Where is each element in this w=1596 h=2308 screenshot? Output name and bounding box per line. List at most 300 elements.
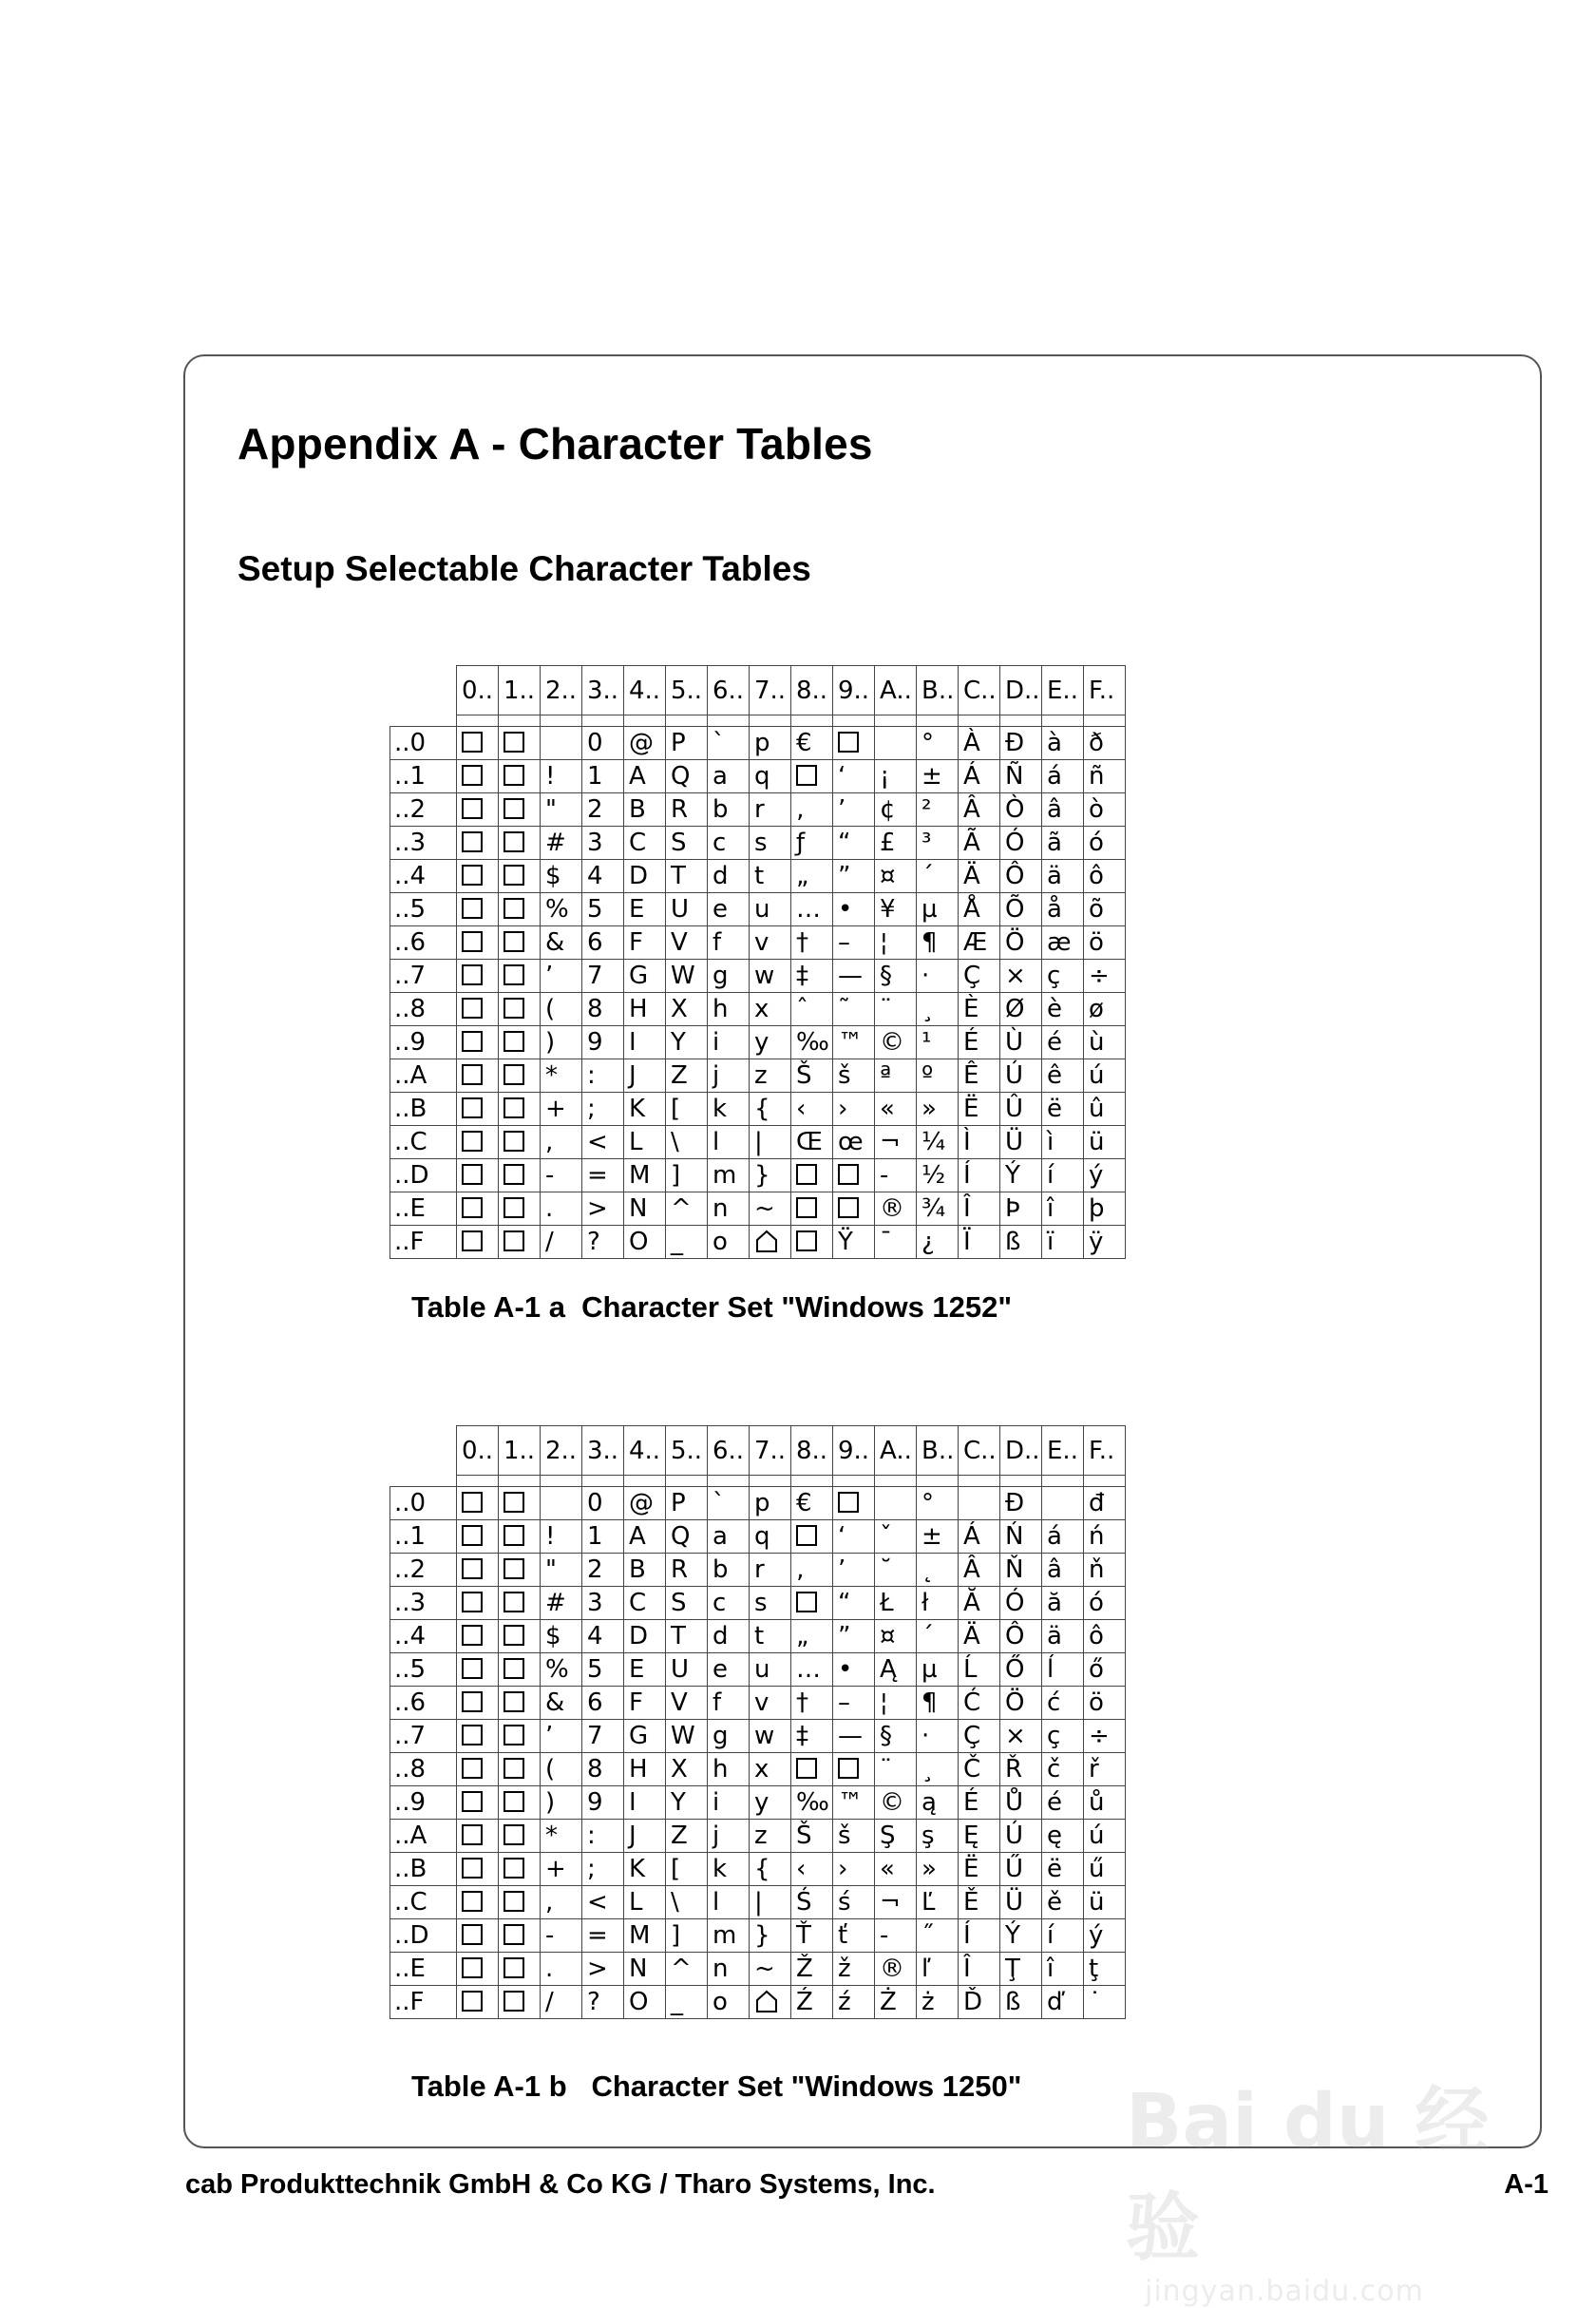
row-header: ..8	[390, 1753, 457, 1786]
char-cell: è	[1042, 993, 1084, 1026]
gap-cell	[875, 715, 917, 727]
gap-cell	[541, 715, 582, 727]
char-cell: B	[624, 793, 666, 827]
column-header: A..	[875, 1426, 917, 1476]
char-cell: Ã	[959, 827, 1000, 860]
empty-box-icon	[462, 964, 483, 985]
char-cell: ˆ	[791, 993, 833, 1026]
char-cell: M	[624, 1919, 666, 1953]
char-cell: ¦	[875, 926, 917, 960]
char-cell: Â	[959, 1554, 1000, 1587]
column-header: B..	[917, 1426, 959, 1476]
char-cell: H	[624, 993, 666, 1026]
char-cell: c	[708, 827, 750, 860]
char-cell: H	[624, 1753, 666, 1786]
char-cell: æ	[1042, 926, 1084, 960]
char-cell: Đ	[1000, 1487, 1042, 1520]
char-cell: Ĺ	[959, 1653, 1000, 1687]
column-header: 6..	[708, 666, 750, 715]
row-header: ..C	[390, 1126, 457, 1159]
undefined-glyph-box	[457, 827, 499, 860]
char-cell: v	[750, 926, 791, 960]
char-cell: °	[917, 727, 959, 760]
watermark-logo: Bai du 经验	[1126, 2079, 1490, 2271]
undefined-glyph-box	[457, 993, 499, 1026]
empty-box-icon	[504, 1164, 524, 1185]
char-cell: O	[624, 1226, 666, 1259]
row-header: ..1	[390, 760, 457, 793]
undefined-glyph-box	[499, 1986, 541, 2019]
gap-cell	[1000, 1476, 1042, 1487]
table-row	[390, 1820, 1126, 1853]
empty-box-icon	[504, 1131, 524, 1152]
gap-cell	[1084, 715, 1126, 727]
gap-cell	[582, 715, 624, 727]
char-cell: §	[875, 960, 917, 993]
gap-cell	[791, 715, 833, 727]
char-cell: |	[750, 1126, 791, 1159]
gap-cell	[917, 1476, 959, 1487]
header-row	[390, 666, 1126, 715]
char-cell: Q	[666, 1520, 708, 1554]
row-header: ..D	[390, 1919, 457, 1953]
char-cell: Ř	[1000, 1753, 1042, 1786]
char-cell: Ž	[791, 1953, 833, 1986]
empty-box-icon	[462, 732, 483, 753]
undefined-glyph-box	[457, 1886, 499, 1919]
char-cell: ß	[1000, 1226, 1042, 1259]
char-cell: Ű	[1000, 1853, 1042, 1886]
undefined-glyph-box	[457, 1554, 499, 1587]
char-cell: ż	[917, 1986, 959, 2019]
char-cell: 3	[582, 1587, 624, 1620]
char-cell: D	[624, 1620, 666, 1653]
char-cell: ¥	[875, 893, 917, 926]
undefined-glyph-box	[457, 1953, 499, 1986]
char-cell: Y	[666, 1786, 708, 1820]
row-header: ..2	[390, 1554, 457, 1587]
char-cell	[541, 727, 582, 760]
house-icon	[754, 1989, 779, 2013]
gap-cell	[959, 1476, 1000, 1487]
empty-box-icon	[462, 1592, 483, 1612]
empty-box-icon	[462, 1758, 483, 1779]
char-cell: “	[833, 1587, 875, 1620]
char-cell: 3	[582, 827, 624, 860]
char-cell: *	[541, 1820, 582, 1853]
undefined-glyph-box	[499, 1587, 541, 1620]
char-cell: ]	[666, 1919, 708, 1953]
char-cell: ‰	[791, 1026, 833, 1059]
footer-page-number: A-1	[1504, 2169, 1548, 2200]
char-cell: [	[666, 1853, 708, 1886]
char-cell: ð	[1084, 727, 1126, 760]
char-cell: u	[750, 1653, 791, 1687]
char-cell: Ì	[959, 1126, 1000, 1159]
char-cell: €	[791, 1487, 833, 1520]
char-cell: Å	[959, 893, 1000, 926]
undefined-glyph-box	[457, 960, 499, 993]
undefined-glyph-box	[457, 1986, 499, 2019]
empty-box-icon	[504, 1824, 524, 1845]
character-grid	[390, 1425, 1126, 2019]
char-cell: V	[666, 926, 708, 960]
char-cell: S	[666, 1587, 708, 1620]
char-cell: ô	[1084, 1620, 1126, 1653]
char-cell: ÿ	[1084, 1226, 1126, 1259]
undefined-glyph-box	[499, 993, 541, 1026]
row-header: ..B	[390, 1853, 457, 1886]
char-cell: ©	[875, 1026, 917, 1059]
char-cell: Ă	[959, 1587, 1000, 1620]
char-cell: F	[624, 926, 666, 960]
char-cell: ¿	[917, 1226, 959, 1259]
char-cell: ě	[1042, 1886, 1084, 1919]
char-cell: g	[708, 1720, 750, 1753]
char-cell: ¦	[875, 1687, 917, 1720]
column-header: C..	[959, 1426, 1000, 1476]
undefined-glyph-box	[457, 1820, 499, 1853]
house-glyph	[750, 1226, 791, 1259]
char-cell: N	[624, 1953, 666, 1986]
empty-box-icon	[462, 1625, 483, 1646]
gap-cell	[457, 715, 499, 727]
empty-box-icon	[462, 1131, 483, 1152]
char-cell: 6	[582, 926, 624, 960]
char-cell: {	[750, 1853, 791, 1886]
empty-box-icon	[462, 1658, 483, 1679]
char-cell: Ď	[959, 1986, 1000, 2019]
undefined-glyph-box	[791, 1753, 833, 1786]
table-row	[390, 1986, 1126, 2019]
char-cell: Þ	[1000, 1192, 1042, 1226]
char-cell: _	[666, 1226, 708, 1259]
column-header: 0..	[457, 1426, 499, 1476]
char-cell: €	[791, 727, 833, 760]
char-cell: %	[541, 893, 582, 926]
gap-cell	[875, 1476, 917, 1487]
char-cell: ±	[917, 760, 959, 793]
char-cell: g	[708, 960, 750, 993]
char-cell: Ä	[959, 1620, 1000, 1653]
column-header: E..	[1042, 666, 1084, 715]
empty-box-icon	[504, 1558, 524, 1579]
char-cell: «	[875, 1853, 917, 1886]
char-cell: •	[833, 1653, 875, 1687]
char-cell: W	[666, 1720, 708, 1753]
char-cell: á	[1042, 760, 1084, 793]
char-cell: )	[541, 1026, 582, 1059]
char-cell: Ę	[959, 1820, 1000, 1853]
empty-box-icon	[504, 1725, 524, 1745]
table-row	[390, 1886, 1126, 1919]
row-header: ..9	[390, 1786, 457, 1820]
char-cell: Ş	[875, 1820, 917, 1853]
char-cell: ^	[666, 1192, 708, 1226]
gap-cell	[833, 715, 875, 727]
char-cell: õ	[1084, 893, 1126, 926]
gap-cell	[708, 1476, 750, 1487]
char-cell: ¹	[917, 1026, 959, 1059]
gap-cell	[1000, 715, 1042, 727]
char-cell: ň	[1084, 1554, 1126, 1587]
char-cell: f	[708, 1687, 750, 1720]
char-cell: Â	[959, 793, 1000, 827]
char-cell: í	[1042, 1159, 1084, 1192]
char-cell: "	[541, 793, 582, 827]
char-cell: ò	[1084, 793, 1126, 827]
char-cell: Č	[959, 1753, 1000, 1786]
column-header: 1..	[499, 1426, 541, 1476]
char-cell: ã	[1042, 827, 1084, 860]
char-cell: C	[624, 1587, 666, 1620]
undefined-glyph-box	[499, 1520, 541, 1554]
empty-box-icon	[462, 1891, 483, 1912]
undefined-glyph-box	[457, 1919, 499, 1953]
char-cell: ‡	[791, 960, 833, 993]
char-cell: ?	[582, 1226, 624, 1259]
empty-box-icon	[504, 931, 524, 952]
char-cell: M	[624, 1159, 666, 1192]
char-cell: O	[624, 1986, 666, 2019]
column-header: 9..	[833, 666, 875, 715]
char-cell: Ľ	[917, 1886, 959, 1919]
char-cell: Ů	[1000, 1786, 1042, 1820]
charset-table-windows-1250	[390, 1425, 1126, 2019]
column-header: 2..	[541, 666, 582, 715]
char-cell: ü	[1084, 1126, 1126, 1159]
char-cell: ‡	[791, 1720, 833, 1753]
char-cell: Ż	[875, 1986, 917, 2019]
char-cell: !	[541, 1520, 582, 1554]
column-header: 3..	[582, 666, 624, 715]
char-cell: G	[624, 960, 666, 993]
char-cell: f	[708, 926, 750, 960]
char-cell: Æ	[959, 926, 1000, 960]
char-cell: †	[791, 926, 833, 960]
char-cell: X	[666, 993, 708, 1026]
column-header: 0..	[457, 666, 499, 715]
char-cell: T	[666, 860, 708, 893]
row-header: ..8	[390, 993, 457, 1026]
char-cell: Ą	[875, 1653, 917, 1687]
char-cell: A	[624, 1520, 666, 1554]
empty-box-icon	[796, 1164, 817, 1185]
watermark-url: jingyan.baidu.com	[1145, 2275, 1424, 2308]
empty-box-icon	[504, 898, 524, 919]
char-cell: y	[750, 1026, 791, 1059]
char-cell: 8	[582, 993, 624, 1026]
char-cell: ˙	[1084, 1986, 1126, 2019]
empty-box-icon	[838, 1758, 859, 1779]
undefined-glyph-box	[833, 1487, 875, 1520]
char-cell: ½	[917, 1159, 959, 1192]
empty-box-icon	[504, 1031, 524, 1052]
char-cell: Ń	[1000, 1520, 1042, 1554]
char-cell: J	[624, 1820, 666, 1853]
char-cell: ,	[541, 1126, 582, 1159]
char-cell: ^	[666, 1953, 708, 1986]
table-row	[390, 1126, 1126, 1159]
char-cell: ñ	[1084, 760, 1126, 793]
column-header: 1..	[499, 666, 541, 715]
char-cell: ¬	[875, 1886, 917, 1919]
empty-box-icon	[462, 1791, 483, 1812]
char-cell: )	[541, 1786, 582, 1820]
char-cell: =	[582, 1919, 624, 1953]
char-cell: ™	[833, 1026, 875, 1059]
table-row	[390, 860, 1126, 893]
undefined-glyph-box	[457, 1720, 499, 1753]
char-cell: /	[541, 1226, 582, 1259]
char-cell: ê	[1042, 1059, 1084, 1093]
char-cell: µ	[917, 893, 959, 926]
undefined-glyph-box	[499, 1026, 541, 1059]
char-cell: -	[875, 1159, 917, 1192]
table-row	[390, 1653, 1126, 1687]
empty-box-icon	[462, 1525, 483, 1546]
char-cell: â	[1042, 793, 1084, 827]
char-cell: :	[582, 1059, 624, 1093]
char-cell: ß	[1000, 1986, 1042, 2019]
undefined-glyph-box	[457, 1093, 499, 1126]
undefined-glyph-box	[457, 1226, 499, 1259]
gap-cell	[666, 1476, 708, 1487]
char-cell: Ñ	[1000, 760, 1042, 793]
char-cell: ª	[875, 1059, 917, 1093]
char-cell: q	[750, 1520, 791, 1554]
char-cell: V	[666, 1687, 708, 1720]
char-cell: Ë	[959, 1853, 1000, 1886]
undefined-glyph-box	[499, 1786, 541, 1820]
char-cell: Ś	[791, 1886, 833, 1919]
char-cell: Ó	[1000, 1587, 1042, 1620]
char-cell: Ç	[959, 960, 1000, 993]
char-cell: ú	[1084, 1059, 1126, 1093]
empty-box-icon	[504, 831, 524, 852]
char-cell: q	[750, 760, 791, 793]
char-cell: Á	[959, 760, 1000, 793]
char-cell: ’	[833, 793, 875, 827]
row-header: ..0	[390, 1487, 457, 1520]
undefined-glyph-box	[457, 1487, 499, 1520]
row-header: ..A	[390, 1820, 457, 1853]
empty-box-icon	[504, 1230, 524, 1251]
column-header: D..	[1000, 666, 1042, 715]
column-header: 3..	[582, 1426, 624, 1476]
undefined-glyph-box	[833, 1159, 875, 1192]
char-cell: „	[791, 1620, 833, 1653]
char-cell: —	[833, 960, 875, 993]
charset-table-windows-1252	[390, 665, 1126, 1259]
char-cell: ›	[833, 1853, 875, 1886]
char-cell: -	[875, 1919, 917, 1953]
column-header: 8..	[791, 666, 833, 715]
empty-box-icon	[504, 865, 524, 886]
gap-cell	[750, 715, 791, 727]
char-cell: \	[666, 1126, 708, 1159]
empty-box-icon	[462, 1725, 483, 1745]
char-cell: ‰	[791, 1786, 833, 1820]
char-cell: Ø	[1000, 993, 1042, 1026]
char-cell: Ł	[875, 1587, 917, 1620]
char-cell: #	[541, 1587, 582, 1620]
char-cell: R	[666, 793, 708, 827]
char-cell: Ý	[1000, 1919, 1042, 1953]
row-header: ..5	[390, 1653, 457, 1687]
char-cell: $	[541, 1620, 582, 1653]
row-header: ..E	[390, 1953, 457, 1986]
char-cell: Ï	[959, 1226, 1000, 1259]
undefined-glyph-box	[499, 1620, 541, 1653]
char-cell	[541, 1487, 582, 1520]
char-cell: ý	[1084, 1919, 1126, 1953]
undefined-glyph-box	[499, 960, 541, 993]
char-cell: l	[708, 1126, 750, 1159]
gap-cell	[390, 1476, 457, 1487]
table-caption-1250: Table A-1 b Character Set "Windows 1250"	[411, 2070, 1022, 2103]
empty-box-icon	[504, 1858, 524, 1879]
char-cell: }	[750, 1919, 791, 1953]
gap-cell	[624, 1476, 666, 1487]
char-cell: $	[541, 860, 582, 893]
char-cell: ű	[1084, 1853, 1126, 1886]
char-cell: Ő	[1000, 1653, 1042, 1687]
undefined-glyph-box	[499, 1226, 541, 1259]
undefined-glyph-box	[457, 1026, 499, 1059]
empty-box-icon	[504, 1064, 524, 1085]
empty-box-icon	[462, 1957, 483, 1978]
column-header: 7..	[750, 1426, 791, 1476]
row-header: ..6	[390, 926, 457, 960]
char-cell: ©	[875, 1786, 917, 1820]
char-cell: Ú	[1000, 1059, 1042, 1093]
char-cell: Ë	[959, 1093, 1000, 1126]
char-cell: Š	[791, 1820, 833, 1853]
empty-box-icon	[462, 1858, 483, 1879]
char-cell: »	[917, 1853, 959, 1886]
char-cell: Ù	[1000, 1026, 1042, 1059]
char-cell: %	[541, 1653, 582, 1687]
char-cell: P	[666, 1487, 708, 1520]
char-cell: ö	[1084, 926, 1126, 960]
char-cell: ó	[1084, 827, 1126, 860]
undefined-glyph-box	[499, 1886, 541, 1919]
char-cell: ţ	[1084, 1953, 1126, 1986]
char-cell: z	[750, 1820, 791, 1853]
char-cell: ï	[1042, 1226, 1084, 1259]
column-header: 7..	[750, 666, 791, 715]
char-cell: b	[708, 1554, 750, 1587]
char-cell: ä	[1042, 860, 1084, 893]
char-cell: ÷	[1084, 960, 1126, 993]
char-cell: Î	[959, 1192, 1000, 1226]
char-cell: ”	[833, 1620, 875, 1653]
char-cell: L	[624, 1126, 666, 1159]
column-header: A..	[875, 666, 917, 715]
undefined-glyph-box	[499, 1820, 541, 1853]
empty-box-icon	[504, 1924, 524, 1945]
table-row	[390, 1753, 1126, 1786]
char-cell: p	[750, 1487, 791, 1520]
column-header: F..	[1084, 1426, 1126, 1476]
char-cell: ì	[1042, 1126, 1084, 1159]
char-cell: `	[708, 727, 750, 760]
row-header: ..D	[390, 1159, 457, 1192]
table-caption-1252: Table A-1 a Character Set "Windows 1252"	[411, 1290, 1013, 1324]
char-cell: Ô	[1000, 1620, 1042, 1653]
char-cell: a	[708, 760, 750, 793]
